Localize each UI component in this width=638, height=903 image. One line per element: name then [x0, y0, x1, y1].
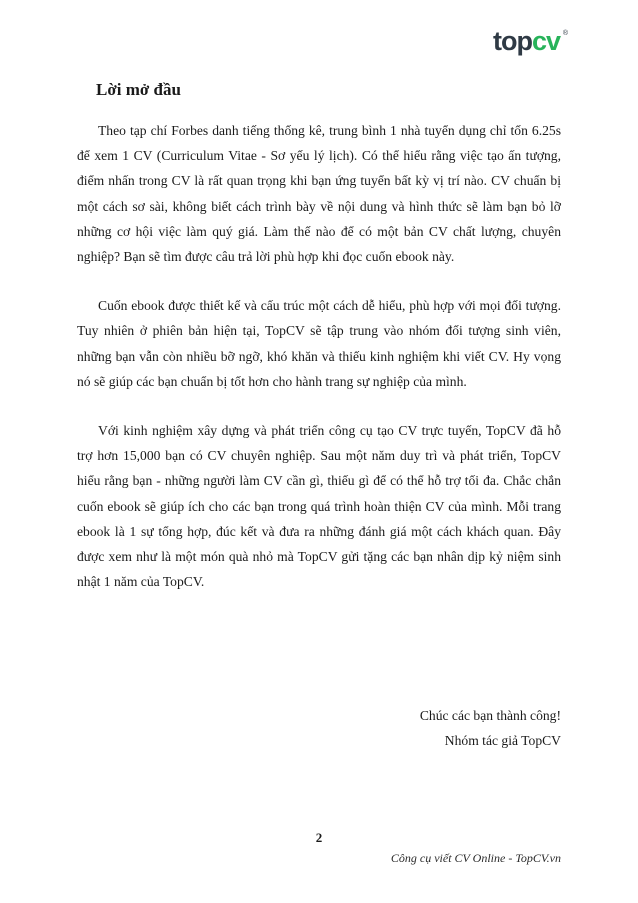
signature-block [420, 703, 561, 753]
author-text: Nhóm tác giả TopCV [444, 733, 561, 748]
footer-text: Công cụ viết CV Online - TopCV.vn [390, 851, 561, 865]
paragraph-1: Theo tạp chí Forbes danh tiếng thống kê, trung bình 1 nhà tuyển dụng chỉ tốn 6.25s để xem 1 CV (Curriculum Vitae - Sơ yếu lý lịch). Có thể hiểu rằng việc tạo ấn tượng, điểm nhấn trong CV là rất quan trọng khi bạn ứng tuyển bất kỳ vị trí nào. CV chuẩn bị một cách sơ sài, không biết cách trình bày về nội dung và hình thức sẽ làm bạn bỏ lỡ những cơ hội việc làm quý giá. Làm thế nào để có một bản CV chất lượng, chuyên nghiệp? Bạn sẽ tìm được câu trả lời phù hợp khi đọc cuốn ebook này. [77, 123, 561, 265]
page-title: Lời mở đầu [96, 80, 181, 99]
paragraph-3: Với kinh nghiệm xây dựng và phát triển công cụ tạo CV trực tuyến, TopCV đã hỗ trợ hơn 15,000 bạn có CV chuyên nghiệp. Sau một năm duy trì và phát triển, TopCV hiểu rằng bạn - những người làm CV cần gì, thiếu gì để có thể hỗ trợ tối đa. Chắc chắn cuốn ebook sẽ giúp ích cho các bạn trong quá trình hoàn thiện CV của mình. Mỗi trang ebook là 1 sự tổng hợp, đúc kết và đưa ra những đánh giá một cách khách quan. Đây được xem như là một món quà nhỏ mà TopCV gửi tặng các bạn nhân dịp kỷ niệm sinh nhật 1 năm của TopCV. [77, 423, 561, 590]
paragraph-2: Cuốn ebook được thiết kế và cấu trúc một cách dễ hiểu, phù hợp với mọi đối tượng. Tuy nhiên ở phiên bản hiện tại, TopCV sẽ tập trung vào nhóm đối tượng sinh viên, những bạn vẫn còn nhiều bỡ ngỡ, khó khăn và thiếu kinh nghiệm khi viết CV. Hy vọng nó sẽ giúp các bạn chuẩn bị tốt hơn cho hành trang sự nghiệp của mình. [77, 298, 561, 389]
logo-top-text: top [493, 26, 532, 56]
body-text [77, 118, 561, 618]
page-number: 2 [315, 830, 323, 845]
topcv-logo [493, 26, 568, 56]
trademark-icon: ® [562, 30, 568, 37]
closing-text: Chúc các bạn thành công! [419, 708, 561, 723]
logo-cv-text: cv [531, 26, 561, 56]
